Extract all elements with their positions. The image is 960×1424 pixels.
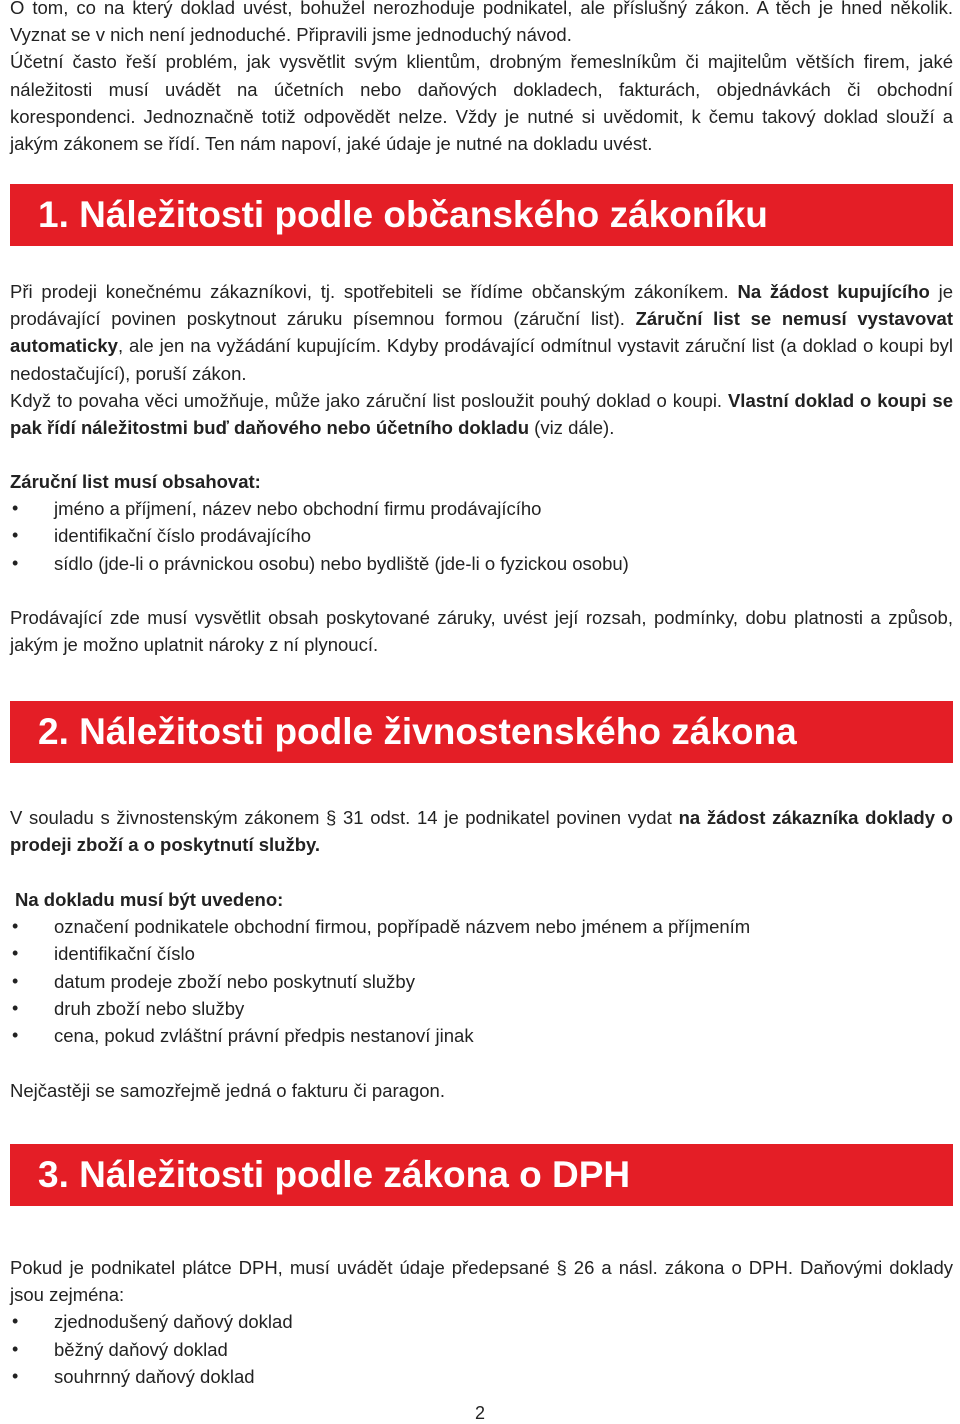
bullet-icon: • <box>12 552 19 573</box>
bullet-icon: • <box>12 1365 19 1386</box>
bullet-icon: • <box>12 916 19 937</box>
section-1-body <box>10 278 953 441</box>
section-2-heading: 2. Náležitosti podle živnostenského zákona <box>38 711 797 752</box>
list-item: • identifikační číslo <box>10 940 953 967</box>
bullet-icon: • <box>12 970 19 991</box>
section-1-paragraph-1: Při prodeji konečnému zákazníkovi, tj. spotřebiteli se řídíme občanským zákoníkem. Na žádost kupujícího je prodávající povinen poskytnout záruku písemnou formou (záruční list). Záruční list se nemusí vystavovat automaticky, ale jen na vyžádání kupujícím. Kdyby prodávající odmítnul vystavit záruční list (a doklad o koupi byl nedostačující), poruší zákon. <box>10 281 954 384</box>
list-item: • druh zboží nebo služby <box>10 995 953 1022</box>
section-3-paragraph-1: Pokud je podnikatel plátce DPH, musí uvádět údaje předepsané § 26 a násl. zákona o DPH. Daňovými doklady jsou zejména: <box>10 1257 953 1306</box>
bullet-icon: • <box>12 943 19 964</box>
section-2-paragraph-2: Nejčastěji se samozřejmě jedná o fakturu či paragon. <box>10 1080 445 1101</box>
list-item: • identifikační číslo prodávajícího <box>10 522 953 549</box>
receipt-list-title: Na dokladu musí být uvedeno: <box>15 889 284 910</box>
list-item: • souhrnný daňový doklad <box>10 1363 953 1390</box>
section-2-banner <box>10 701 953 763</box>
section-1-paragraph-3: Prodávající zde musí vysvětlit obsah poskytované záruky, uvést její rozsah, podmínky, dobu platnosti a způsob, jakým je možno uplatnit nároky z ní plynoucí. <box>10 607 953 656</box>
warranty-list <box>10 495 953 577</box>
receipt-list-block <box>10 886 953 1049</box>
bullet-icon: • <box>12 1025 19 1046</box>
list-item: • datum prodeje zboží nebo poskytnutí služby <box>10 968 953 995</box>
bullet-icon: • <box>12 997 19 1018</box>
list-item: • sídlo (jde-li o právnickou osobu) nebo bydliště (jde-li o fyzickou osobu) <box>10 550 953 577</box>
intro-paragraph-2: Účetní často řeší problém, jak vysvětlit svým klientům, drobným řemeslníkům či majitelům větších firem, jaké náležitosti musí uvádět na účetních nebo daňových dokladech, fakturách, objednávkách či obchodní korespondenci. Jednoznačně totiž odpovědět nelze. Vždy je nutné si uvědomit, k čemu takový doklad slouží a jakým zákonem se řídí. Ten nám napoví, jaké údaje je nutné na dokladu uvést. <box>10 51 953 155</box>
section-3-banner <box>10 1144 953 1206</box>
list-item: • označení podnikatele obchodní firmou, popřípadě názvem nebo jménem a příjmením <box>10 913 953 940</box>
section-2-closing <box>10 1077 953 1104</box>
list-item: • zjednodušený daňový doklad <box>10 1308 953 1335</box>
bullet-icon: • <box>12 525 19 546</box>
section-1-heading: 1. Náležitosti podle občanského zákoníku <box>38 194 768 235</box>
section-2-paragraph-1: V souladu s živnostenským zákonem § 31 odst. 14 je podnikatel povinen vydat na žádost zákazníka doklady o prodeji zboží a o poskytnutí služby. <box>10 807 953 856</box>
warranty-list-block <box>10 468 953 577</box>
bullet-icon: • <box>12 1338 19 1359</box>
section-1-banner <box>10 184 953 246</box>
intro <box>10 0 953 157</box>
bullet-icon: • <box>12 1311 19 1332</box>
section-1-closing <box>10 604 953 658</box>
section-1-paragraph-2: Když to povaha věci umožňuje, může jako záruční list posloužit pouhý doklad o koupi. Vlastní doklad o koupi se pak řídí náležitostmi buď daňového nebo účetního dokladu (viz dále). <box>10 389 954 439</box>
section-3-body <box>10 1254 953 1390</box>
section-2-body <box>10 804 953 858</box>
list-item: • jméno a příjmení, název nebo obchodní firmu prodávajícího <box>10 495 953 522</box>
bullet-icon: • <box>12 498 19 519</box>
intro-paragraph-1: O tom, co na který doklad uvést, bohužel nerozhoduje podnikatel, ale příslušný zákon. A těch je hned několik. Vyznat se v nich není jednoduché. Připravili jsme jednoduchý návod. <box>10 0 953 46</box>
page-number: 2 <box>474 1403 485 1423</box>
warranty-list-title: Záruční list musí obsahovat: <box>10 471 261 492</box>
receipt-list <box>10 913 953 1049</box>
section-3-heading: 3. Náležitosti podle zákona o DPH <box>38 1154 631 1195</box>
list-item: • běžný daňový doklad <box>10 1336 953 1363</box>
tax-document-list <box>10 1308 953 1390</box>
list-item: • cena, pokud zvláštní právní předpis nestanoví jinak <box>10 1022 953 1049</box>
